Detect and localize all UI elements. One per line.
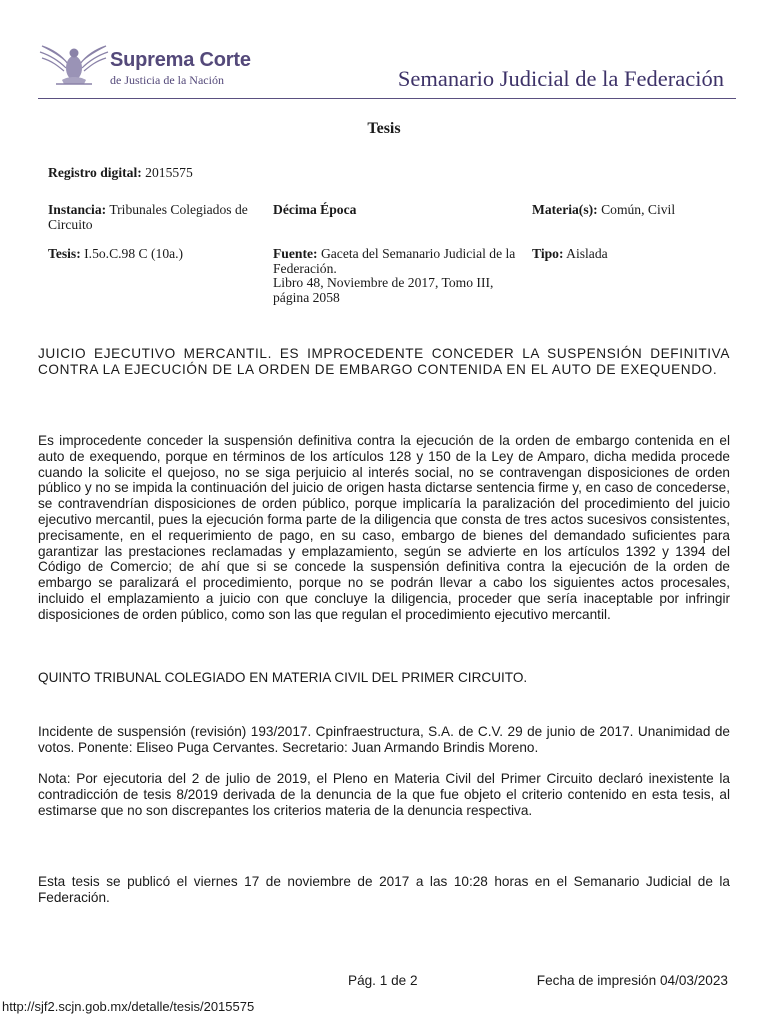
epoca-field [273,203,356,218]
source-url[interactable]: http://sjf2.scjn.gob.mx/detalle/tesis/2015575 [2,999,255,1014]
fuente-line1: Gaceta del Semanario Judicial de la Federación. [273,246,516,276]
epoca-label: Décima Época [273,202,357,217]
instancia-label: Instancia: [48,202,107,217]
tesis-label: Tesis: [48,246,81,261]
precedente: Incidente de suspensión (revisión) 193/2017. Cpinfraestructura, S.A. de C.V. 29 de junio de 2017. Unanimidad de votos. Ponente: Eliseo Puga Cervantes. Secretario: Juan Armando Brindis Moreno. [38,724,730,755]
materia-field [532,203,675,218]
tesis-field [48,247,183,262]
fuente-line2: Libro 48, Noviembre de 2017, Tomo III, página 2058 [273,275,494,305]
instancia-field [48,203,266,232]
registro-digital [48,166,193,181]
page-number: Pág. 1 de 2 [348,973,418,988]
tesis-rubro: JUICIO EJECUTIVO MERCANTIL. ES IMPROCEDENTE CONCEDER LA SUSPENSIÓN DEFINITIVA CONTRA LA EJECUCIÓN DE LA ORDEN DE EMBARGO CONTENIDA EN EL AUTO DE EXEQUENDO. [38,346,730,377]
tesis-value: I.5o.C.98 C (10a.) [84,246,184,261]
logo-subtitle: de Justicia de la Nación [110,73,224,87]
registro-value: 2015575 [145,165,193,180]
header-divider [38,98,736,99]
tribunal-name: QUINTO TRIBUNAL COLEGIADO EN MATERIA CIVIL DEL PRIMER CIRCUITO. [38,670,528,685]
site-title: Semanario Judicial de la Federación [397,66,724,91]
tipo-label: Tipo: [532,246,564,261]
tesis-texto: Es improcedente conceder la suspensión definitiva contra la ejecución de la orden de embargo contenida en el auto de exequendo, porque en términos de los artículos 128 y 150 de la Ley de Amparo, dicha medida procede cuando la solicite el quejoso, no se siga perjuicio al interés social, no se contravengan disposiciones de orden público y no se impida la continuación del juicio de origen hasta dictarse sentencia firme y, en caso de concederse, se contravendrían disposiciones de orden público, porque implicaría la paralización del procedimiento del juicio ejecutivo mercantil, pues la ejecución forma parte de la diligencia que consta de tres actos sucesivos consistentes, precisamente, en el requerimiento de pago, en su caso, embargo de bienes del demandado suficientes para garantizar las prestaciones reclamadas y emplazamiento, según se advierte en los artículos 1392 y 1394 del Código de Comercio; de ahí que si se concede la suspensión definitiva contra la ejecución de la orden de embargo se paralizará el procedimiento, porque no se podrán llevar a cabo los siguientes actos procesales, incluido el emplazamiento a juicio con que concluye la diligencia, proceder que sería inaceptable por infringir disposiciones de orden público, como son las que regulan el procedimiento ejecutivo mercantil. [38,433,730,622]
instancia-value: Tribunales Colegiados de Circuito [48,202,248,232]
logo-title: Suprema Corte [110,49,251,71]
scjn-eagle-logo-icon [36,40,112,88]
fuente-label: Fuente: [273,246,318,261]
materia-label: Materia(s): [532,202,598,217]
fuente-field [273,247,529,305]
registro-label: Registro digital: [48,165,142,180]
publicacion: Esta tesis se publicó el viernes 17 de noviembre de 2017 a las 10:28 horas en el Semanario Judicial de la Federación. [38,874,730,905]
materia-value: Común, Civil [601,202,676,217]
print-date: Fecha de impresión 04/03/2023 [536,973,728,988]
tipo-field [532,247,608,262]
tipo-value: Aislada [566,246,608,261]
nota: Nota: Por ejecutoria del 2 de julio de 2019, el Pleno en Materia Civil del Primer Circuito declaró inexistente la contradicción de tesis 8/2019 derivada de la denuncia de la que fue objeto el criterio contenido en esta tesis, al estimarse que no son discrepantes los criterios materia de la denuncia respectiva. [38,771,730,818]
document-title: Tesis [367,120,401,137]
logo-text [110,50,251,86]
